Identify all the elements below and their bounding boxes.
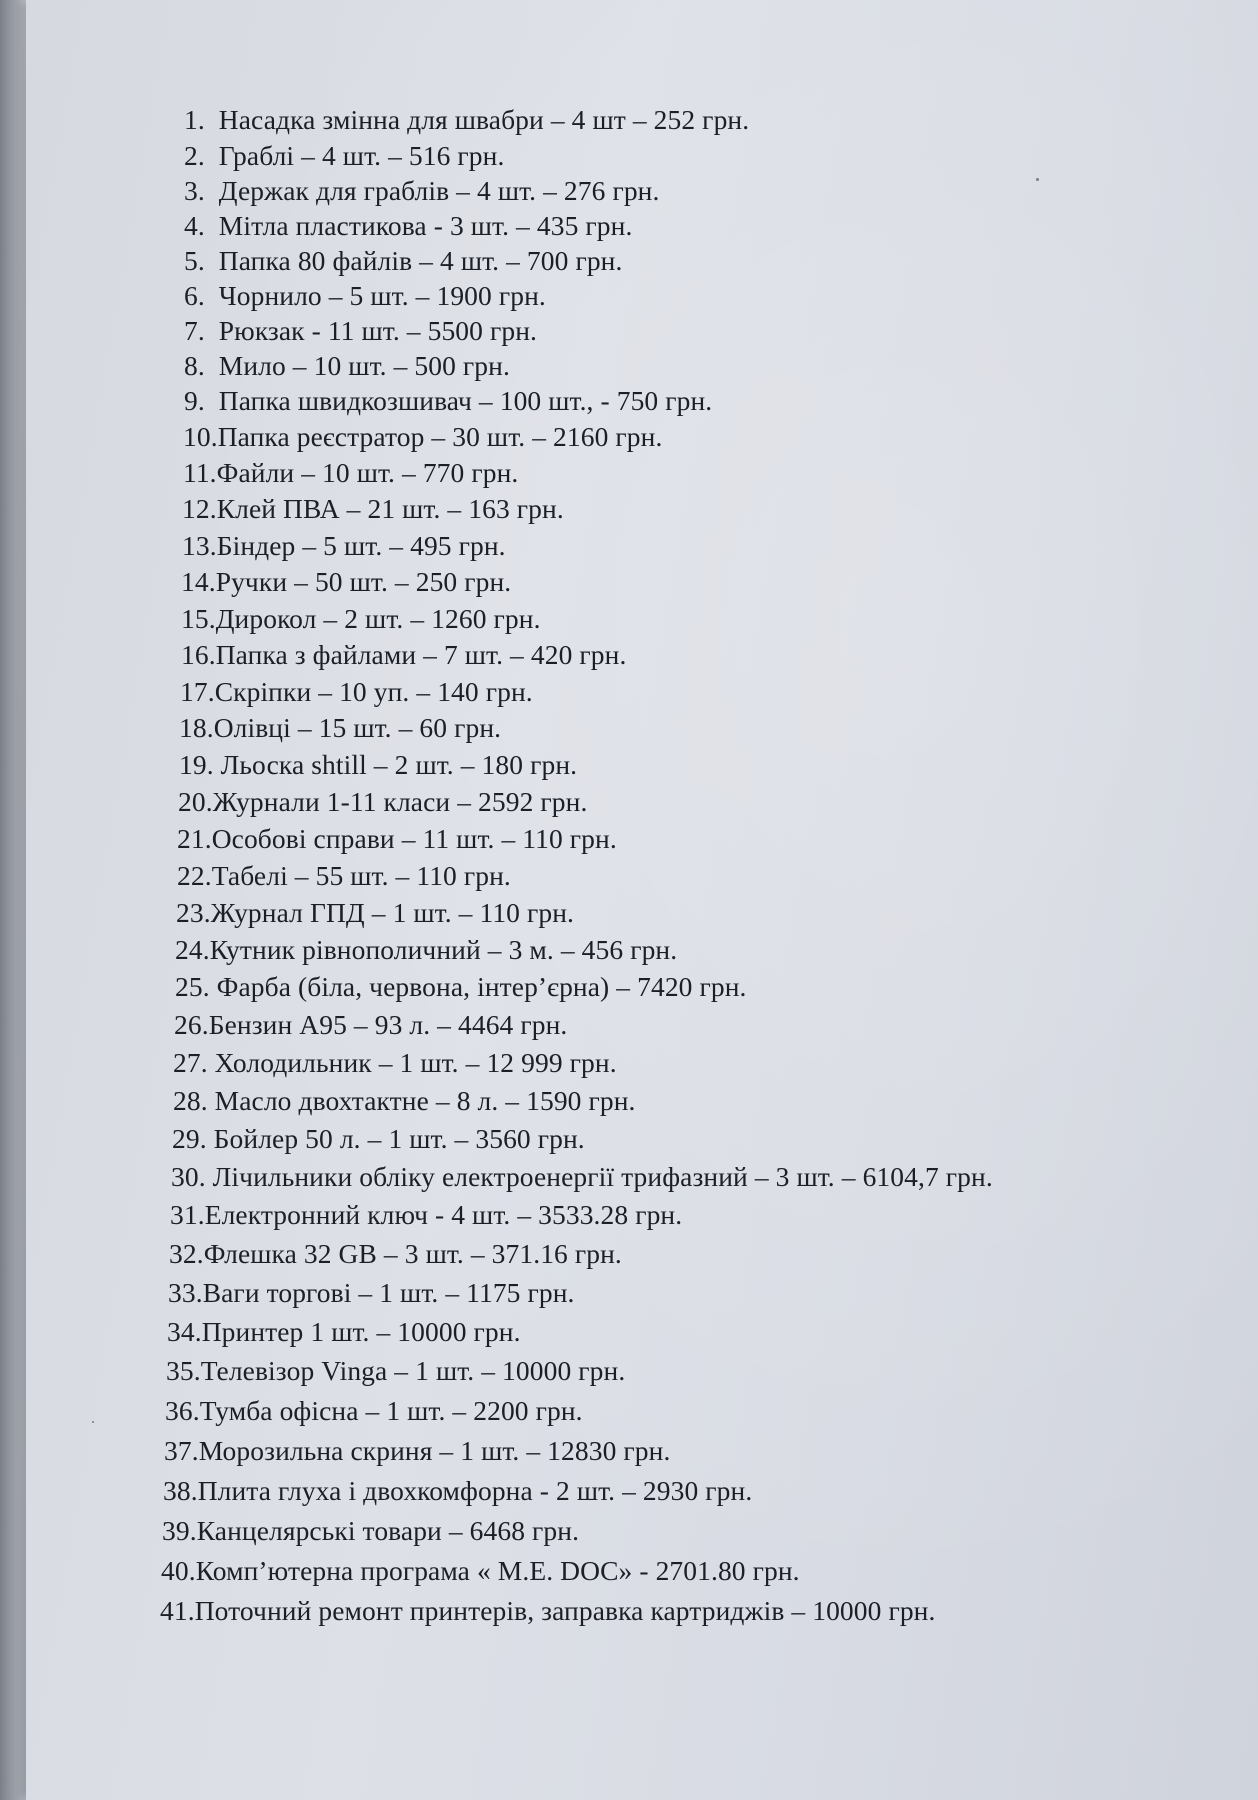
list-item [174,1010,567,1040]
item-number: 13. [182,530,217,561]
item-number: 7. [184,315,205,346]
list-item [184,281,546,311]
list-item [171,1162,993,1192]
list-item [184,211,632,241]
item-text: Канцелярські товари – 6468 грн. [196,1515,580,1546]
item-number: 2. [184,140,205,171]
item-number: 29. [172,1123,207,1154]
item-text: Плита глуха і двохкомфорна - 2 шт. – 2930 грн. [197,1475,753,1506]
list-item [184,176,659,206]
list-item [184,351,510,381]
item-number: 12. [182,493,217,524]
item-text: Тумба офісна – 1 шт. – 2200 грн. [199,1395,583,1426]
item-text: Олівці – 15 шт. – 60 грн. [213,712,502,743]
list-item [181,640,626,670]
item-number: 9. [184,385,205,416]
item-text: Табелі – 55 шт. – 110 грн. [211,860,511,891]
paper-speck [1036,178,1039,181]
item-text: Комп’ютерна програма « M.E. DOC» - 2701.80 грн. [195,1555,800,1586]
item-text: Флешка 32 GB – 3 шт. – 371.16 грн. [203,1238,622,1269]
item-number: 24. [175,934,210,965]
item-number: 19. [179,749,214,780]
list-item [183,458,518,488]
item-number: 27. [173,1047,208,1078]
item-number: 17. [180,676,215,707]
list-item [176,898,574,928]
item-number: 26. [174,1009,209,1040]
list-item [184,316,537,346]
item-text: Кутник рівнополичний – 3 м. – 456 грн. [209,934,678,965]
list-item [184,141,504,171]
item-number: 32. [169,1238,204,1269]
item-number: 31. [170,1199,205,1230]
list-item [173,1086,636,1116]
list-item [167,1317,521,1347]
list-item [170,1200,682,1230]
list-item [177,861,511,891]
item-text: Льоска shtill – 2 шт. – 180 грн. [213,749,578,780]
item-number: 16. [181,639,216,670]
item-number: 23. [176,897,211,928]
item-number: 6. [184,280,205,311]
list-item [179,750,577,780]
item-text: Клей ПВА – 21 шт. – 163 грн. [216,493,564,524]
list-item [182,531,506,561]
item-text: Масло двохтактне – 8 л. – 1590 грн. [207,1085,636,1116]
item-text: Папка з файлами – 7 шт. – 420 грн. [215,639,627,670]
item-text: Журнали 1-11 класи – 2592 грн. [212,786,588,817]
item-number: 22. [177,860,212,891]
list-item [163,1476,752,1506]
item-text: Ваги торгові – 1 шт. – 1175 грн. [202,1277,575,1308]
list-item [180,677,533,707]
item-text: Журнал ГПД – 1 шт. – 110 грн. [210,897,575,928]
item-text: Мітла пластикова - 3 шт. – 435 грн. [218,210,633,241]
item-text: Ручки – 50 шт. – 250 грн. [215,566,512,597]
list-item [181,567,511,597]
list-item [184,105,749,135]
list-item [175,935,677,965]
list-item [169,1239,622,1269]
item-text: Холодильник – 1 шт. – 12 999 грн. [207,1047,617,1078]
item-number: 18. [179,712,214,743]
list-item [178,787,587,817]
list-item [173,1048,617,1078]
list-item [184,246,622,276]
item-text: Особові справи – 11 шт. – 110 грн. [211,823,617,854]
item-number: 40. [161,1555,196,1586]
list-item [168,1278,575,1308]
list-item [172,1124,585,1154]
item-text: Скріпки – 10 уп. – 140 грн. [214,676,533,707]
item-text: Папка реєстратор – 30 шт. – 2160 грн. [217,421,663,452]
list-item [175,972,747,1002]
item-number: 8. [184,350,205,381]
item-number: 33. [168,1277,203,1308]
item-text: Рюкзак - 11 шт. – 5500 грн. [218,315,538,346]
item-number: 35. [166,1355,201,1386]
item-number: 5. [184,245,205,276]
list-item [162,1516,579,1546]
item-text: Біндер – 5 шт. – 495 грн. [216,530,506,561]
list-item [184,386,712,416]
item-text: Файли – 10 шт. – 770 грн. [216,457,519,488]
paper-sheet [26,0,1258,1800]
item-text: Лічильники обліку електроенергії трифазний – 3 шт. – 6104,7 грн. [205,1161,993,1192]
list-item [160,1596,935,1626]
item-number: 20. [178,786,213,817]
item-text: Електронний ключ - 4 шт. – 3533.28 грн. [204,1199,683,1230]
item-text: Насадка змінна для швабри – 4 шт – 252 грн. [218,104,750,135]
list-item [179,713,501,743]
item-text: Держак для граблів – 4 шт. – 276 грн. [218,175,660,206]
item-text: Дирокол – 2 шт. – 1260 грн. [215,603,541,634]
item-text: Бензин А95 – 93 л. – 4464 грн. [208,1009,568,1040]
item-text: Телевізор Vinga – 1 шт. – 10000 грн. [200,1355,626,1386]
list-item [181,604,541,634]
item-text: Чорнило – 5 шт. – 1900 грн. [218,280,546,311]
item-number: 14. [181,566,216,597]
item-number: 28. [173,1085,208,1116]
item-number: 4. [184,210,205,241]
item-number: 37. [164,1435,199,1466]
item-number: 25. [175,971,210,1002]
item-text: Граблі – 4 шт. – 516 грн. [218,140,505,171]
list-item [183,422,662,452]
item-text: Фарба (біла, червона, інтер’єрна) – 7420 грн. [209,971,747,1002]
item-text: Папка швидкозшивач – 100 шт., - 750 грн. [218,385,713,416]
item-number: 21. [177,823,212,854]
item-number: 30. [171,1161,206,1192]
list-item [182,494,564,524]
paper-speck [92,1421,94,1423]
item-text: Мило – 10 шт. – 500 грн. [218,350,510,381]
item-number: 34. [167,1316,202,1347]
item-number: 15. [181,603,216,634]
list-item [161,1556,800,1586]
item-number: 36. [165,1395,200,1426]
list-item [164,1436,670,1466]
item-number: 1. [184,104,205,135]
item-text: Морозильна скриня – 1 шт. – 12830 грн. [198,1435,671,1466]
item-text: Папка 80 файлів – 4 шт. – 700 грн. [218,245,623,276]
item-text: Принтер 1 шт. – 10000 грн. [201,1316,521,1347]
item-text: Поточний ремонт принтерів, заправка картриджів – 10000 грн. [194,1595,936,1626]
item-number: 11. [183,457,217,488]
item-number: 41. [160,1595,195,1626]
item-number: 10. [183,421,218,452]
list-item [166,1356,625,1386]
item-number: 38. [163,1475,198,1506]
item-text: Бойлер 50 л. – 1 шт. – 3560 грн. [206,1123,585,1154]
list-item [165,1396,583,1426]
list-item [177,824,617,854]
item-number: 39. [162,1515,197,1546]
item-number: 3. [184,175,205,206]
